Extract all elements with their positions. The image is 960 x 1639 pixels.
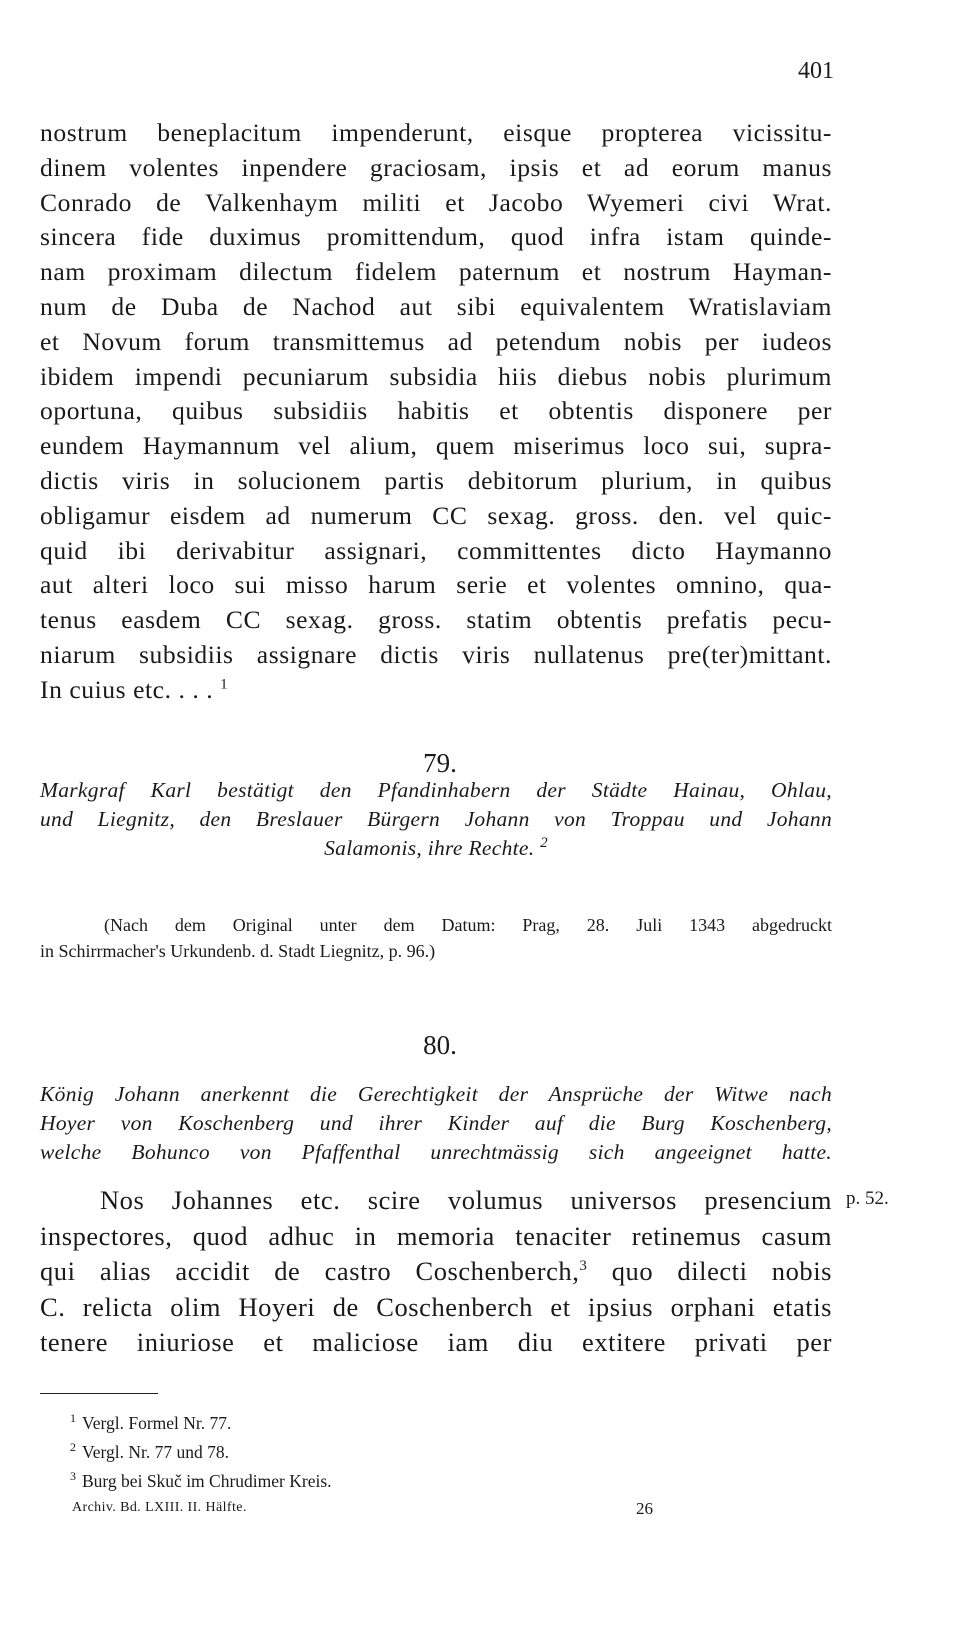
text-line: et Novum forum transmittemus ad petendum nobis per iudeos [40,326,832,356]
text-line: niarum subsidiis assignare dictis viris nullatenus pre(ter)mittant. [40,639,832,669]
footnote-mark: 2 [70,1439,76,1454]
footnote [70,1406,332,1435]
text-line: oportuna, quibus subsidiis habitis et obtentis disponere per [40,396,832,426]
footnote [70,1435,332,1464]
text-line: nam proximam dilectum fidelem paternum et nostrum Hayman- [40,257,832,287]
summary-line: Markgraf Karl bestätigt den Pfandinhabern der Städte Hainau, Ohlau, [40,778,832,802]
footnote-text: Vergl. Nr. 77 und 78. [82,1441,229,1462]
text-line: tenere iniuriose et maliciose iam diu extitere privati per [40,1327,832,1357]
margin-page-reference: p. 52. [846,1188,889,1209]
summary-line: König Johann anerkennt die Gerechtigkeit der Ansprüche der Witwe nach [40,1082,832,1106]
text-line-last [40,673,832,708]
text-line: Conrado de Valkenhaym militi et Jacobo Wyemeri civi Wrat. [40,187,832,217]
footnote-divider [40,1393,158,1394]
text-line: Nos Johannes etc. scire volumus universos presencium [100,1185,832,1215]
footnote-text: Burg bei Skuč im Chrudimer Kreis. [82,1470,332,1491]
source-line: (Nach dem Original unter dem Datum: Prag, 28. Juli 1343 abgedruckt [104,915,832,935]
text-line: ibidem impendi pecuniarum subsidia hiis diebus nobis plurimum [40,361,832,391]
document-number-79: 79. [423,748,457,778]
text-line: inspectores, quod adhuc in memoria tenaciter retinemus casum [40,1220,832,1251]
text-line: num de Duba de Nachod aut sibi equivalentem Wratislaviam [40,291,832,321]
continued-paragraph [40,116,832,708]
source-note-79 [40,912,832,964]
footnotes [70,1406,332,1492]
text-line [40,1254,832,1290]
closing-phrase: In cuius etc. . . . [40,674,214,704]
footnote-mark: 3 [70,1468,76,1483]
summary-79 [40,776,832,863]
text-line: eundem Haymannum vel alium, quem miserimus loco sui, supra- [40,431,832,461]
text-line: nostrum beneplacitum impenderunt, eisque propterea vicissitu- [40,118,832,147]
summary-80 [40,1080,832,1167]
text-segment: qui alias accidit de castro Coschenberch, [40,1256,580,1286]
text-line: quid ibi derivabitur assignari, committentes dicto Haymanno [40,535,832,565]
text-line: dinem volentes inpendere graciosam, ipsis et ad eorum manus [40,152,832,182]
footnote-reference: 3 [579,1258,588,1275]
text-segment: quo dilecti nobis [587,1256,832,1286]
charter-text-80 [40,1183,832,1361]
page-number: 401 [798,58,834,84]
footnote-reference: 1 [220,676,229,693]
summary-line: welche Bohunco von Pfaffenthal unrechtmässig sich angeeignet hatte. [40,1140,832,1164]
summary-line: und Liegnitz, den Breslauer Bürgern Johann von Troppau und Johann [40,807,832,831]
printer-signature: Archiv. Bd. LXIII. II. Hälfte. [72,1500,247,1515]
text-line: aut alteri loco sui misso harum serie et volentes omnino, qua- [40,570,832,600]
text-line: tenus easdem CC sexag. gross. statim obtentis prefatis pecu- [40,605,832,635]
text-line: sincera fide duximus promittendum, quod infra istam quinde- [40,222,832,252]
sheet-number: 26 [636,1499,653,1518]
text-line: obligamur eisdem ad numerum CC sexag. gross. den. vel quic- [40,500,832,530]
document-number-80: 80. [423,1030,457,1060]
footnote [70,1464,332,1493]
source-line: in Schirrmacher's Urkundenb. d. Stadt Liegnitz, p. 96.) [40,941,436,961]
summary-line: Hoyer von Koschenberg und ihrer Kinder auf die Burg Koschenberg, [40,1111,832,1135]
summary-text: Salamonis, ihre Rechte. [324,836,535,860]
footnote-text: Vergl. Formel Nr. 77. [82,1412,232,1433]
footnote-mark: 1 [70,1411,76,1425]
summary-line-last [40,834,832,863]
text-line: dictis viris in solucionem partis debitorum plurium, in quibus [40,465,832,495]
text-line: C. relicta olim Hoyeri de Coschenberch et ipsius orphani etatis [40,1291,832,1322]
footnote-reference: 2 [540,834,548,851]
